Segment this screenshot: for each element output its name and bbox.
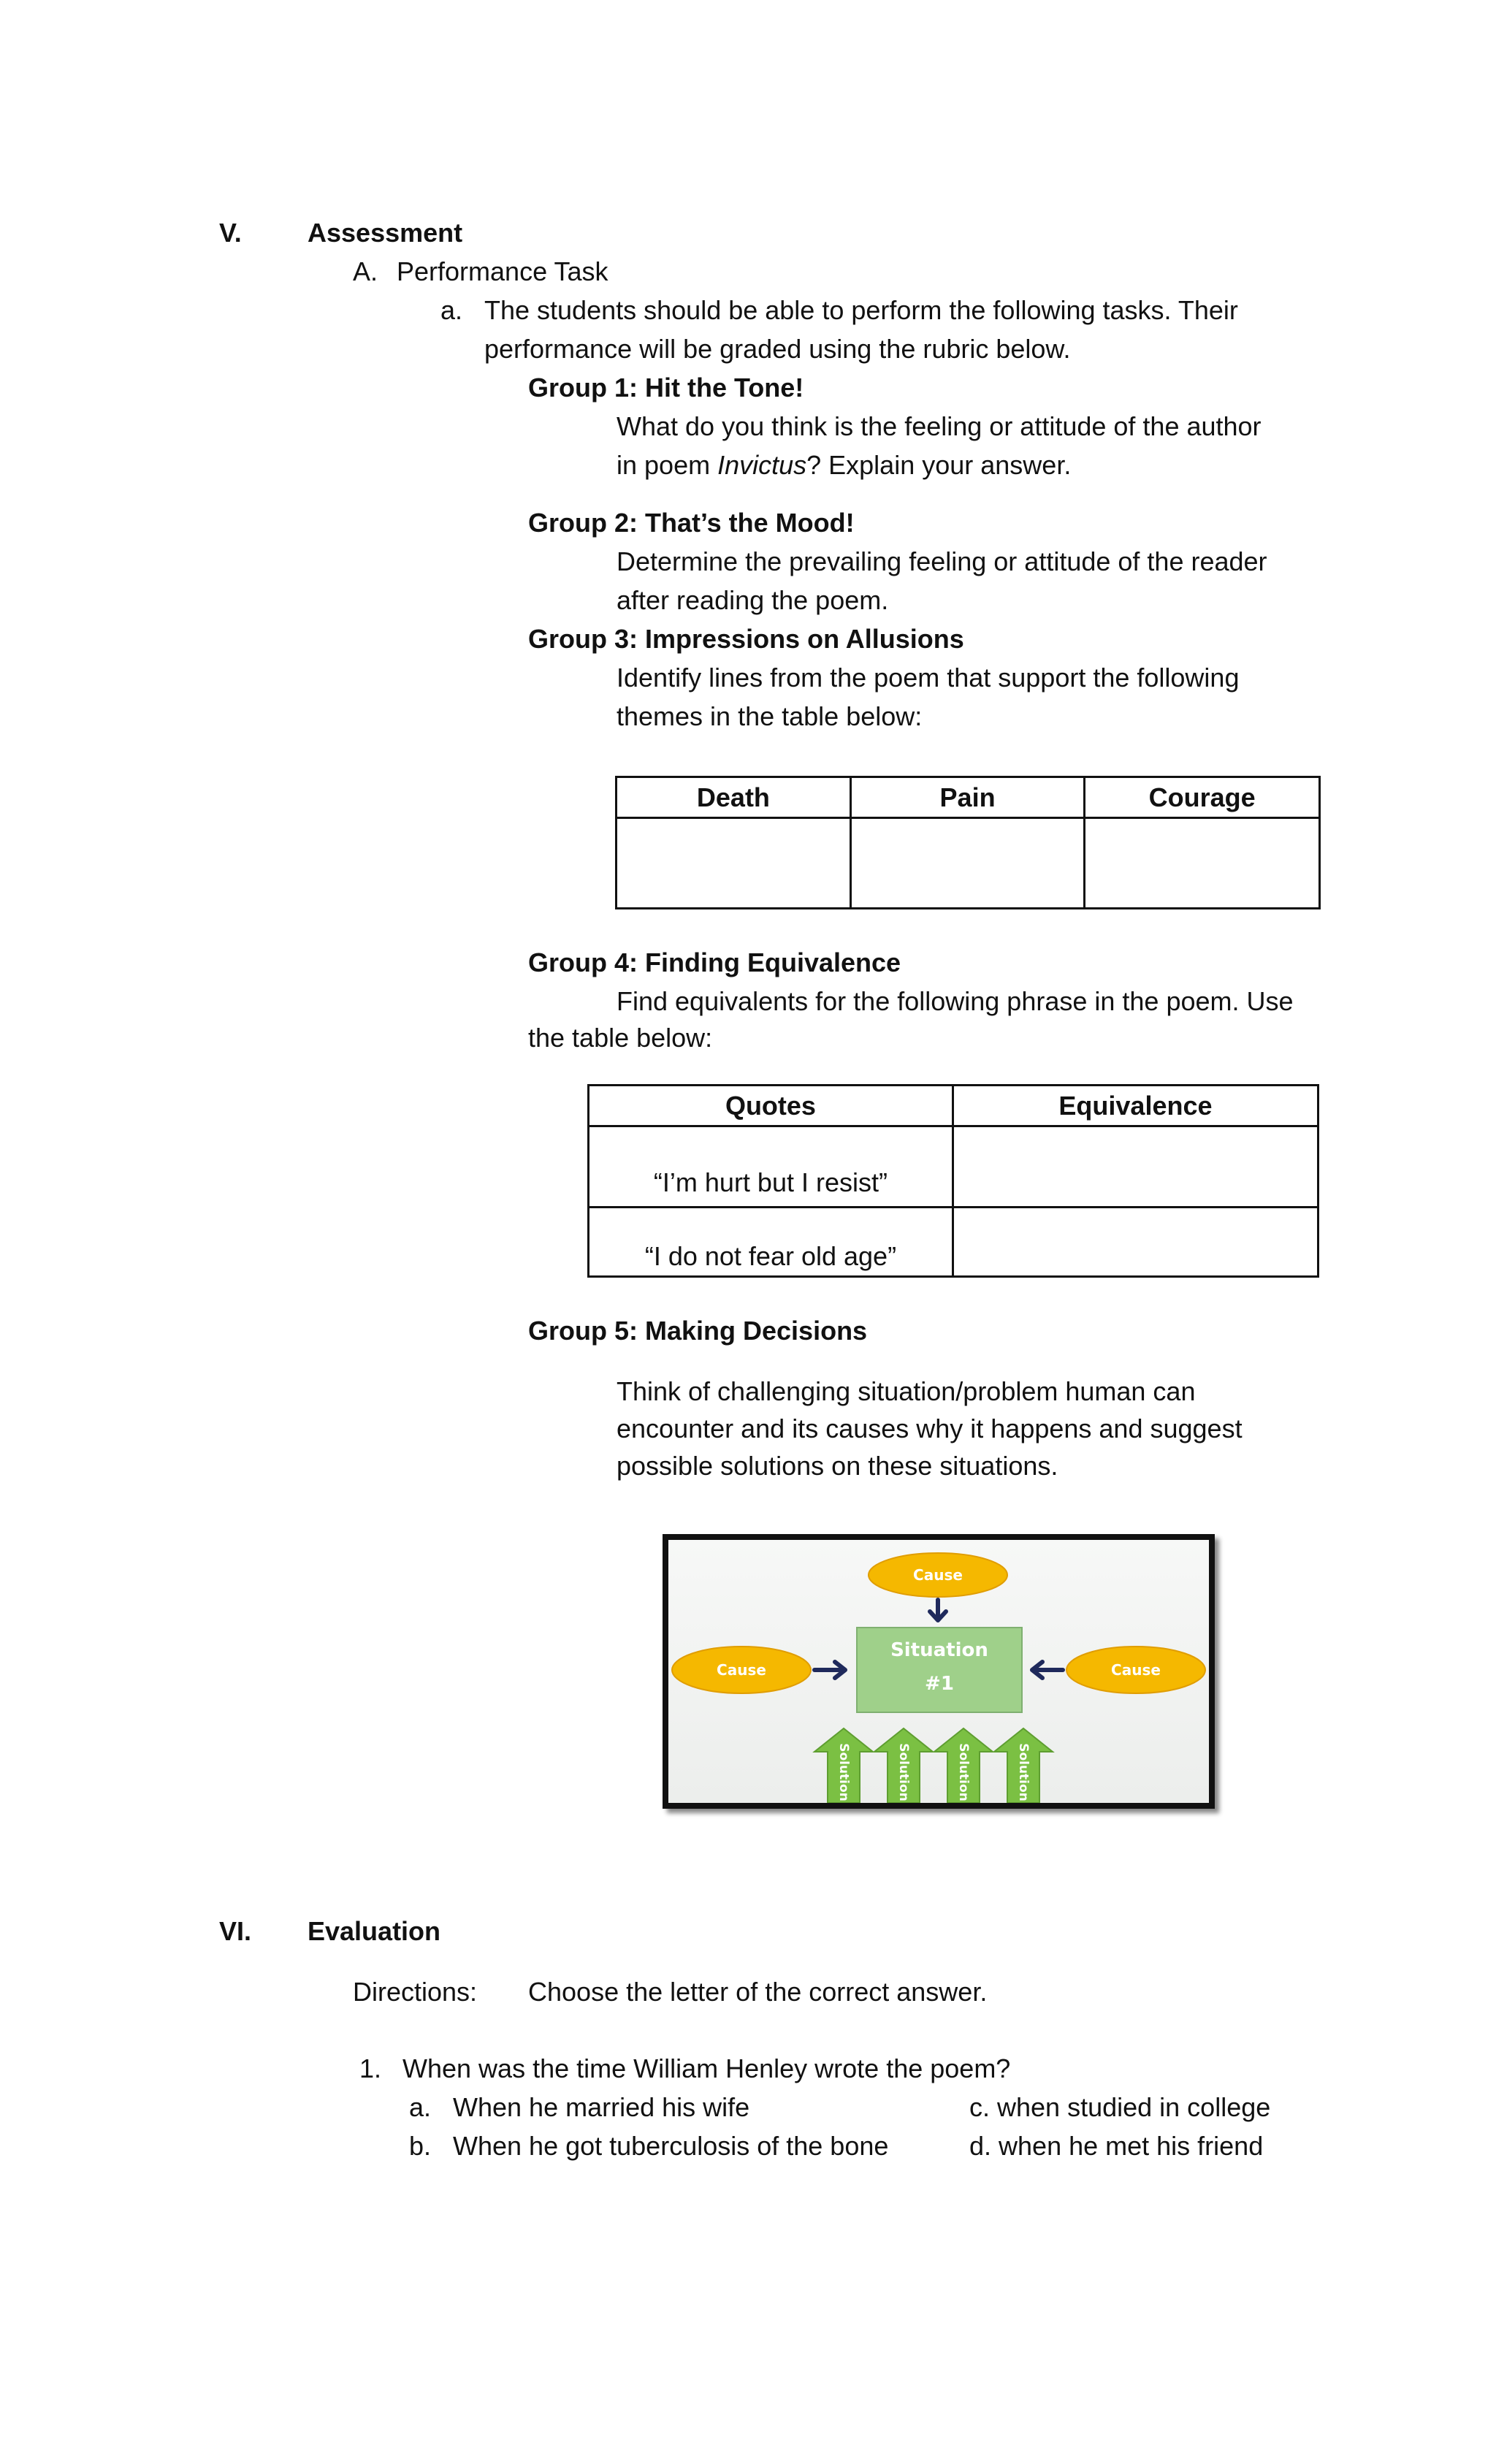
cause-top-label: Cause — [913, 1566, 963, 1584]
group2-title: Group 2: That’s the Mood! — [528, 508, 855, 538]
group4-title: Group 4: Finding Equivalence — [528, 947, 901, 977]
group3-title: Group 3: Impressions on Allusions — [528, 624, 964, 654]
group1-line2-pre: in poem — [617, 450, 718, 480]
group1-line2-post: ? Explain your answer. — [806, 450, 1072, 480]
themes-header-pain: Pain — [850, 777, 1084, 818]
themes-table — [615, 776, 1321, 909]
section-vi-title: Evaluation — [308, 1916, 441, 1946]
group4-line2: the table below: — [528, 1023, 713, 1053]
group1-title: Group 1: Hit the Tone! — [528, 373, 804, 403]
group3-line2: themes in the table below: — [617, 701, 923, 731]
cause-left-label: Cause — [717, 1661, 766, 1679]
quote-cell: “I’m hurt but I resist” — [589, 1126, 953, 1208]
group1-line2 — [617, 446, 1071, 484]
directions-label: Directions: — [353, 1977, 478, 2007]
question-1-number: 1. — [359, 2053, 382, 2083]
solution-label-1: Solution — [836, 1743, 851, 1801]
subsection-a-marker: A. — [353, 256, 378, 286]
themes-header-death: Death — [617, 777, 851, 818]
choice-a-marker: a. — [409, 2092, 432, 2122]
group1-line1: What do you think is the feeling or attitude of the author — [617, 411, 1262, 441]
group3-line1: Identify lines from the poem that support the following — [617, 663, 1240, 693]
themes-cell-courage — [1085, 818, 1320, 909]
quote-cell: “I do not fear old age” — [589, 1208, 953, 1277]
group5-line2: encounter and its causes why it happens and suggest — [617, 1414, 1243, 1443]
group2-line1: Determine the prevailing feeling or attitude of the reader — [617, 546, 1267, 576]
section-v-numeral: V. — [219, 218, 242, 248]
choice-c: c. when studied in college — [969, 2092, 1271, 2122]
item-a-line1: The students should be able to perform the following tasks. Their — [484, 295, 1238, 325]
question-1-text: When was the time William Henley wrote the poem? — [402, 2053, 1011, 2083]
choice-a: When he married his wife — [453, 2092, 750, 2122]
item-a-marker: a. — [440, 295, 463, 325]
situation-number: #1 — [925, 1673, 954, 1695]
cause-solution-diagram — [663, 1534, 1215, 1809]
themes-cell-death — [617, 818, 851, 909]
themes-header-courage: Courage — [1085, 777, 1320, 818]
group5-title: Group 5: Making Decisions — [528, 1316, 868, 1346]
themes-cell-pain — [850, 818, 1084, 909]
cause-right-label: Cause — [1111, 1661, 1161, 1679]
directions-text: Choose the letter of the correct answer. — [528, 1977, 988, 2007]
group5-line3: possible solutions on these situations. — [617, 1451, 1058, 1481]
equivalence-cell — [953, 1126, 1318, 1208]
subsection-a-title: Performance Task — [397, 256, 608, 286]
choice-b-marker: b. — [409, 2131, 432, 2161]
group4-line1: Find equivalents for the following phrase in the poem. Use — [617, 986, 1294, 1016]
group2-line2: after reading the poem. — [617, 585, 889, 615]
poem-title-italic: Invictus — [717, 450, 807, 480]
quotes-header-equivalence: Equivalence — [953, 1086, 1318, 1126]
solution-label-4: Solution — [1016, 1743, 1031, 1801]
group5-line1: Think of challenging situation/problem human can — [617, 1376, 1196, 1406]
section-vi-numeral: VI. — [219, 1916, 252, 1946]
solution-label-2: Solution — [896, 1743, 911, 1801]
equivalence-cell — [953, 1208, 1318, 1277]
situation-label: Situation — [890, 1639, 988, 1661]
choice-d: d. when he met his friend — [969, 2131, 1264, 2161]
quotes-table — [587, 1084, 1319, 1278]
section-v-title: Assessment — [308, 218, 463, 248]
quotes-header-quotes: Quotes — [589, 1086, 953, 1126]
solution-label-3: Solution — [956, 1743, 971, 1801]
item-a-line2: performance will be graded using the rubric below. — [484, 334, 1071, 364]
choice-b: When he got tuberculosis of the bone — [453, 2131, 889, 2161]
